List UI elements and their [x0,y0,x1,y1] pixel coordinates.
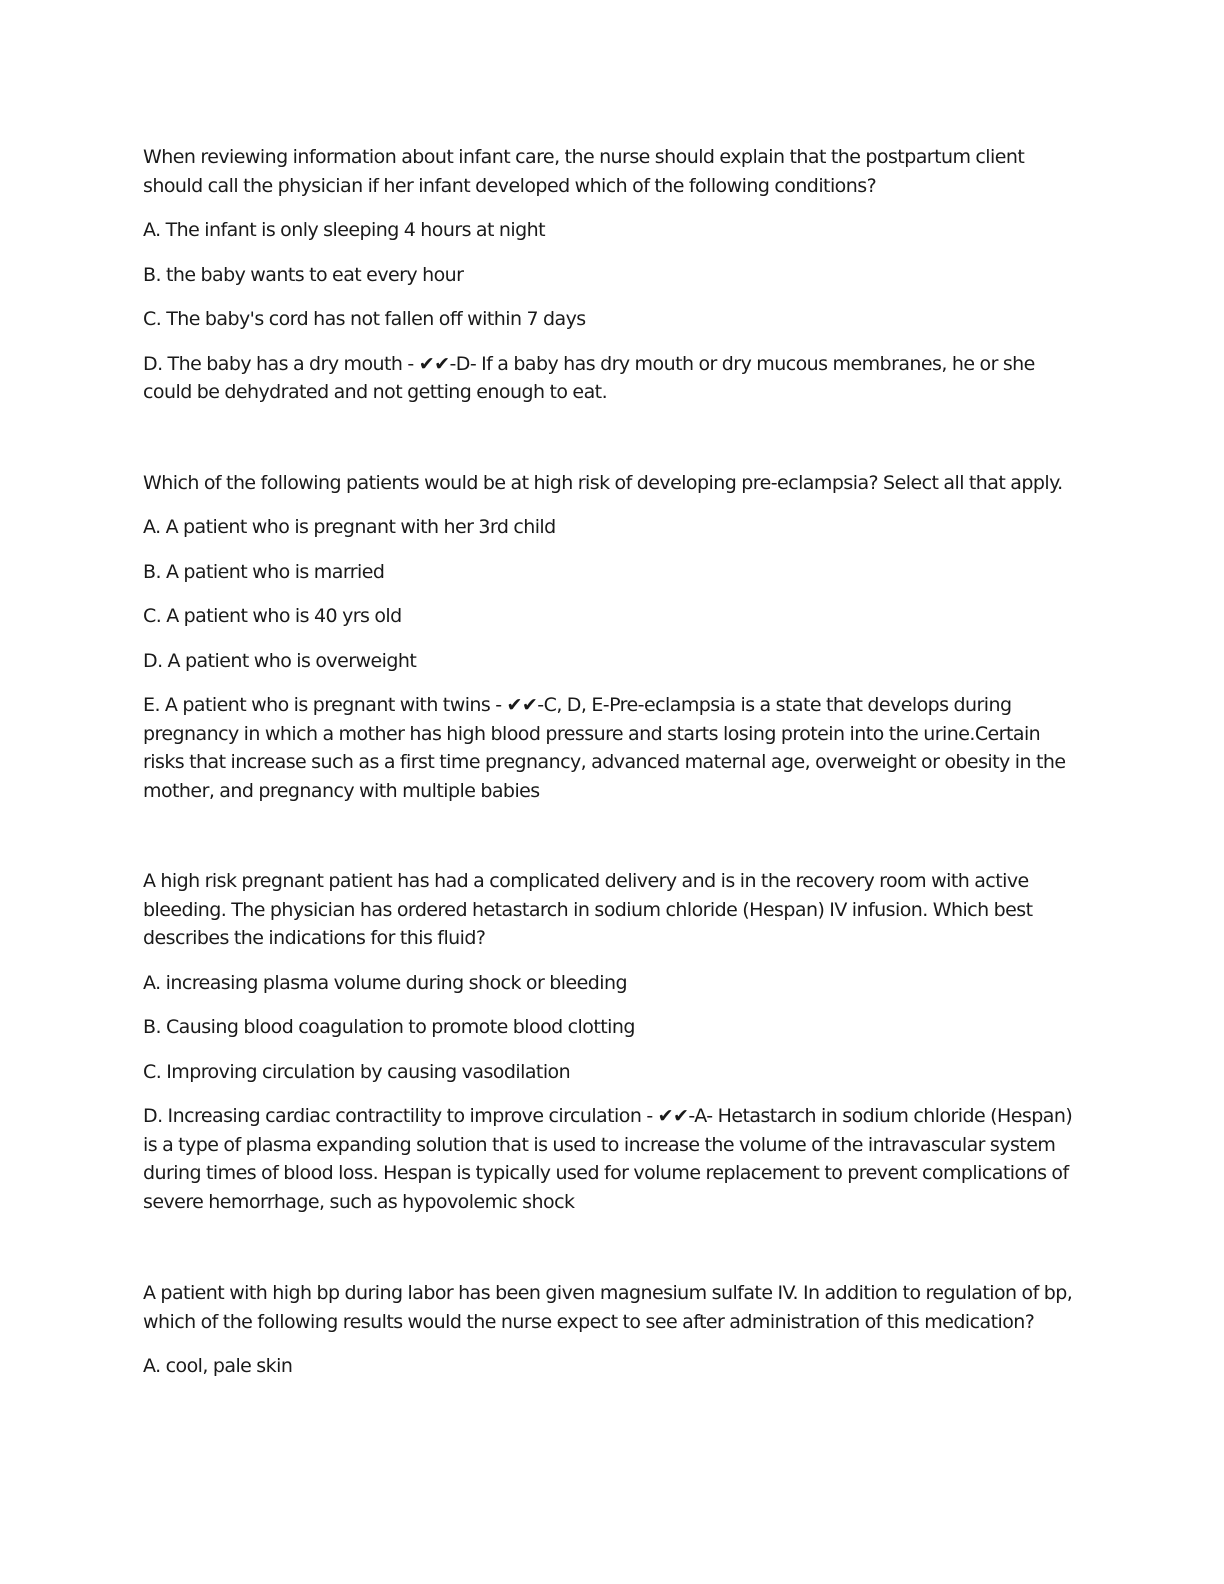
answer-option-c: C. A patient who is 40 yrs old [143,605,402,627]
question-stem: When reviewing information about infant care, the nurse should explain that the postpartum client should call the physician if her infant developed which of the following conditions? [143,146,1025,197]
question-stem: A high risk pregnant patient has had a complicated delivery and is in the recovery room with active bleeding. The physician has ordered hetastarch in sodium chloride (Hespan) IV infusion. Which best describes the indications for this fluid? [143,870,1033,949]
answer-option-a: A. A patient who is pregnant with her 3rd child [143,516,556,538]
question-spacer [143,821,1083,867]
answer-option-b: B. A patient who is married [143,560,385,583]
question-stem: Which of the following patients would be at high risk of developing pre-eclampsia? Select all that apply. [143,471,1063,494]
answer-option-c: C. Improving circulation by causing vasodilation [143,1060,571,1083]
question-spacer [143,423,1083,469]
answer-option-e-with-rationale: E. A patient who is pregnant with twins - ✔✔-C, D, E-Pre-eclampsia is a state that develops during pregnancy in which a mother has high blood pressure and starts losing protein into the urine.Certain risks that increase such as a first time pregnancy, advanced maternal age, overweight or obesity in the mother, and pregnancy with multiple babies [143,694,1066,802]
question-4 [143,1279,1083,1381]
answer-option-b: B. Causing blood coagulation to promote blood clotting [143,1016,635,1038]
question-stem: A patient with high bp during labor has been given magnesium sulfate IV. In addition to regulation of bp, which of the following results would the nurse expect to see after administration of this medication? [143,1282,1073,1333]
document-page [143,143,1083,1397]
answer-option-c: C. The baby's cord has not fallen off within 7 days [143,308,586,330]
question-1 [143,143,1083,407]
answer-option-b: B. the baby wants to eat every hour [143,263,464,286]
question-spacer [143,1232,1083,1279]
answer-option-d: D. A patient who is overweight [143,649,417,672]
question-2 [143,469,1083,806]
question-3 [143,867,1083,1216]
answer-option-a: A. The infant is only sleeping 4 hours at night [143,219,546,241]
answer-option-d-with-rationale: D. Increasing cardiac contractility to improve circulation - ✔✔-A- Hetastarch in sodium chloride (Hespan) is a type of plasma expanding solution that is used to increase the volume of the intravascular system during times of blood loss. Hespan is typically used for volume replacement to prevent complications of severe hemorrhage, such as hypovolemic shock [143,1105,1073,1213]
answer-option-a: A. cool, pale skin [143,1355,293,1377]
answer-option-d-with-rationale: D. The baby has a dry mouth - ✔✔-D- If a baby has dry mouth or dry mucous membranes, he or she could be dehydrated and not getting enough to eat. [143,352,1035,403]
answer-option-a: A. increasing plasma volume during shock or bleeding [143,971,627,994]
